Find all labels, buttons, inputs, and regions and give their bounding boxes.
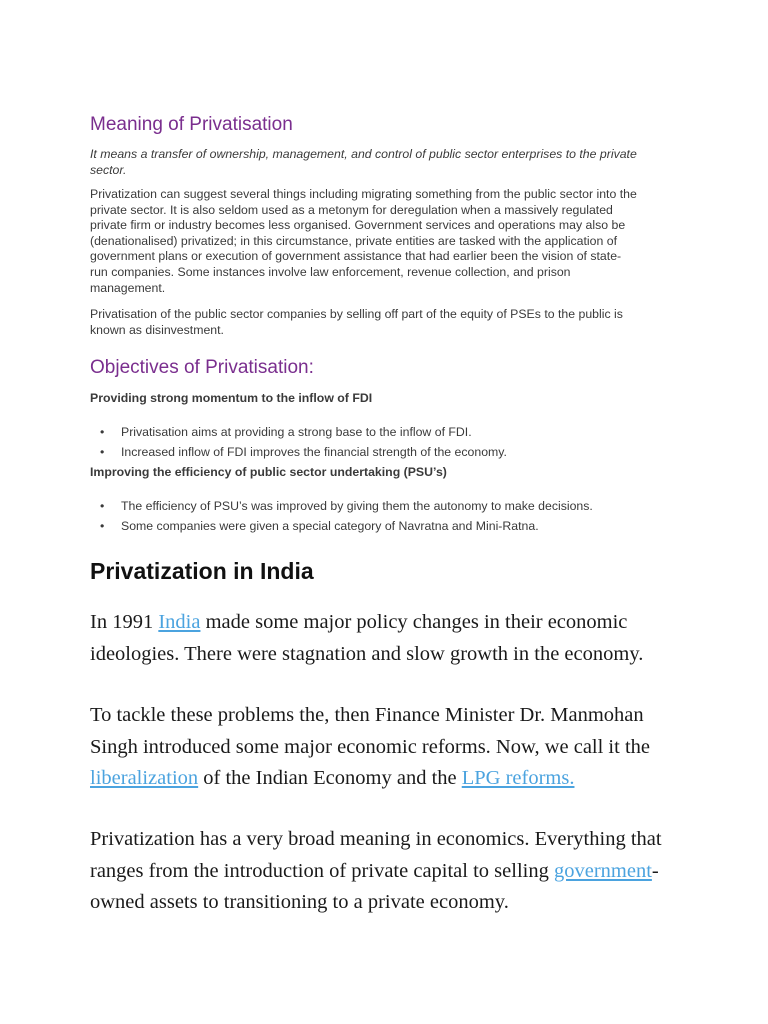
list-item-text: Privatisation aims at providing a strong base to the inflow of FDI. <box>121 425 472 439</box>
definition-text <box>90 147 690 178</box>
liberalization-link[interactable]: liberalization <box>90 767 199 789</box>
india-link[interactable]: India <box>158 611 201 633</box>
objective-list <box>90 496 593 536</box>
bullet-icon: • <box>100 445 105 459</box>
text-fragment: ranges from the introduction of private capital to selling <box>90 859 554 882</box>
paragraph-line: known as disinvestment. <box>90 322 224 337</box>
paragraph-line: management. <box>90 280 166 295</box>
paragraph-line: (denationalised) privatized; in this circumstance, private entities are tasked with the application of <box>90 233 617 248</box>
objective-title: Improving the efficiency of public sector undertaking (PSU’s) <box>90 465 447 479</box>
india-paragraph-2 <box>90 700 690 795</box>
definition-line: sector. <box>90 162 127 177</box>
paragraph-line: Privatization has a very broad meaning in economics. Everything that <box>90 828 662 850</box>
bullet-icon: • <box>100 499 105 513</box>
paragraph-line: Privatization can suggest several things including migrating something from the public sector into the <box>90 187 637 201</box>
text-fragment: In 1991 <box>90 611 159 633</box>
objective-title: Providing strong momentum to the inflow of FDI <box>90 391 373 405</box>
paragraph-line: Singh introduced some major economic reforms. Now, we call it the <box>90 735 650 758</box>
meaning-heading: Meaning of Privatisation <box>90 114 293 135</box>
text-fragment: - <box>651 859 659 882</box>
paragraph-line: ideologies. There were stagnation and slow growth in the economy. <box>90 642 644 665</box>
india-paragraph-1 <box>90 607 690 670</box>
list-item <box>90 496 593 516</box>
objective-list <box>90 422 507 462</box>
paragraph-line: To tackle these problems the, then Finance Minister Dr. Manmohan <box>90 704 644 726</box>
bullet-icon: • <box>100 425 105 439</box>
bullet-icon: • <box>100 519 105 533</box>
list-item-text: The efficiency of PSU’s was improved by giving them the autonomy to make decisions. <box>121 499 593 513</box>
paragraph-line <box>90 763 690 795</box>
paragraph-line: government plans or execution of government assistance that had earlier been the vision of state- <box>90 249 622 264</box>
text-fragment: of the Indian Economy and the <box>198 767 462 789</box>
paragraph-line: private firm or industry becomes less organised. Government services and operations may also be <box>90 218 626 233</box>
text-fragment: made some major policy changes in their economic <box>200 611 628 633</box>
definition-line: It means a transfer of ownership, management, and control of public sector enterprises to the private <box>90 147 637 161</box>
list-item <box>90 442 507 462</box>
paragraph-line: run companies. Some instances involve law enforcement, revenue collection, and prison <box>90 264 571 279</box>
lpg-reforms-link[interactable]: LPG reforms. <box>461 767 575 789</box>
list-item-text: Some companies were given a special category of Navratna and Mini-Ratna. <box>121 519 539 533</box>
paragraph-line: private sector. It is also seldom used as a metonym for deregulation when a massively regulated <box>90 202 613 217</box>
privatization-india-heading: Privatization in India <box>90 558 314 584</box>
list-item <box>90 422 507 442</box>
paragraph-line <box>90 856 690 888</box>
list-item-text: Increased inflow of FDI improves the financial strength of the economy. <box>121 445 507 459</box>
objectives-heading: Objectives of Privatisation: <box>90 357 314 378</box>
government-link[interactable]: government <box>553 859 652 882</box>
india-paragraph-3 <box>90 824 690 919</box>
paragraph-line: owned assets to transitioning to a private economy. <box>90 891 509 913</box>
disinvestment-paragraph <box>90 307 690 338</box>
list-item <box>90 516 593 536</box>
paragraph-line: Privatisation of the public sector companies by selling off part of the equity of PSEs to the public is <box>90 307 623 321</box>
paragraph-line <box>90 607 690 639</box>
privatization-paragraph <box>90 187 690 296</box>
